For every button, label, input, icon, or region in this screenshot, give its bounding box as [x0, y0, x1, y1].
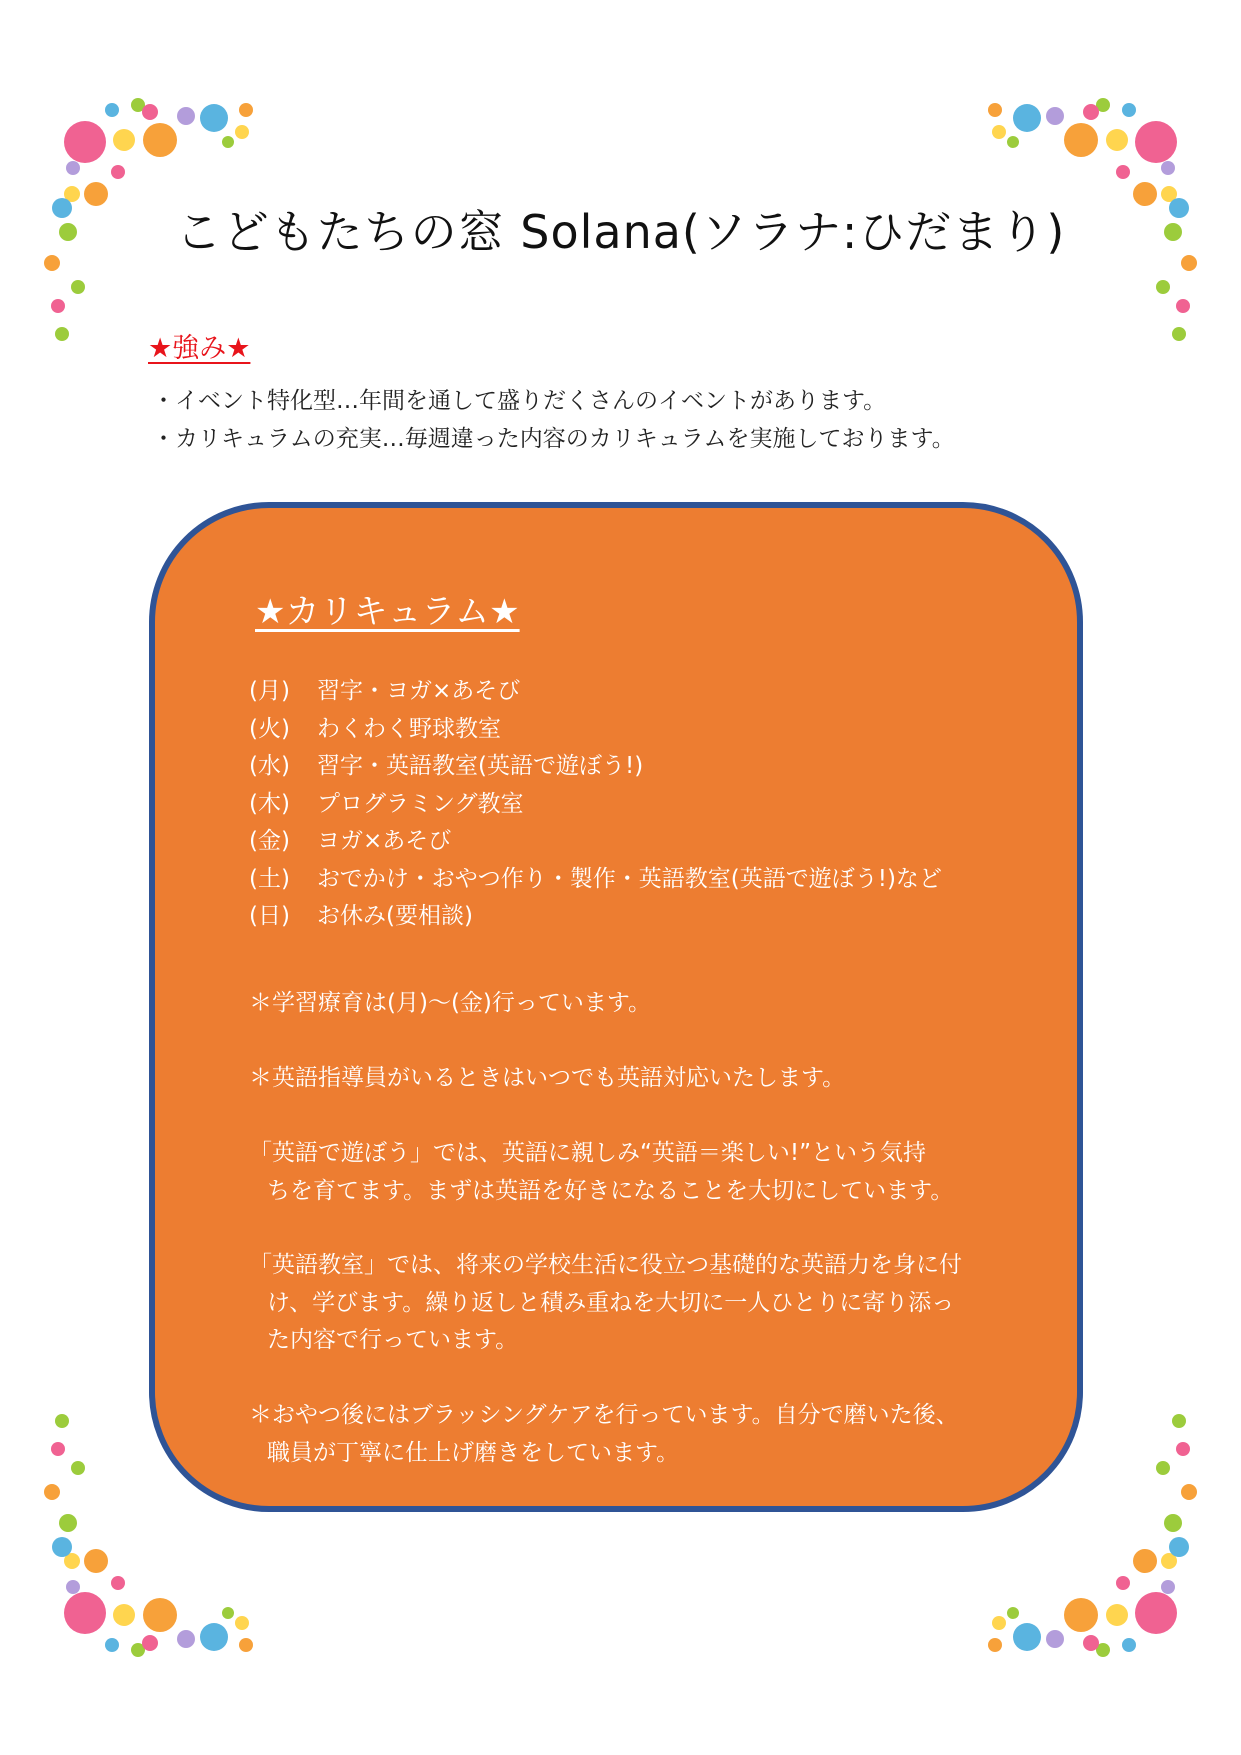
- decor-dot: [1181, 255, 1197, 271]
- decor-dot: [1176, 299, 1190, 313]
- decor-dot: [71, 1461, 85, 1475]
- decor-dot: [44, 1484, 60, 1500]
- decor-dot: [1046, 107, 1064, 125]
- strength-item: ・イベント特化型…年間を通して盛りだくさんのイベントがあります。: [152, 388, 887, 414]
- decor-dot: [1083, 1635, 1099, 1651]
- decor-dot: [113, 129, 135, 151]
- schedule-day: (金): [249, 828, 290, 854]
- decor-dot: [1181, 1484, 1197, 1500]
- brushing-note: [249, 1397, 1029, 1472]
- decor-dot: [59, 223, 77, 241]
- decor-dot: [142, 1635, 158, 1651]
- decor-dot: [200, 1623, 228, 1651]
- english-class-paragraph: [249, 1247, 1029, 1360]
- schedule-day: (木): [249, 790, 290, 817]
- decor-dot: [1116, 165, 1130, 179]
- schedule-day: (水): [249, 753, 290, 779]
- decor-dot: [235, 1616, 249, 1630]
- decor-dot: [84, 182, 108, 206]
- dots-bottom-left: [0, 1395, 300, 1755]
- decor-dot: [51, 299, 65, 313]
- decor-dot: [1013, 1623, 1041, 1651]
- strength-item: ・カリキュラムの充実…毎週違った内容のカリキュラムを実施しております。: [152, 426, 955, 452]
- decor-dot: [1116, 1576, 1130, 1590]
- decor-dot: [1122, 103, 1136, 117]
- dots-top-left: [0, 0, 300, 360]
- decor-dot: [55, 1414, 69, 1428]
- decor-dot: [1122, 1638, 1136, 1652]
- paragraph-line: ＊おやつ後にはブラッシングケアを行っています。自分で磨いた後、: [249, 1402, 959, 1428]
- schedule-activity: 習字・ヨガ×あそび: [317, 678, 521, 704]
- curriculum-heading: ★カリキュラム★: [255, 592, 520, 632]
- decor-dot: [66, 161, 80, 175]
- schedule-row: [249, 823, 942, 861]
- dots-top-right: [941, 0, 1241, 360]
- decor-dot: [222, 136, 234, 148]
- paragraph-line: 「英語で遊ぼう」では、英語に親しみ“英語＝楽しい!”という気持: [249, 1140, 927, 1166]
- schedule-row: [249, 786, 942, 824]
- schedule-activity: プログラミング教室: [317, 790, 524, 817]
- decor-dot: [105, 1638, 119, 1652]
- decor-dot: [1156, 280, 1170, 294]
- schedule-row: [249, 861, 942, 899]
- english-staff-note: [249, 1060, 1029, 1098]
- strengths-heading: ★強み★: [148, 333, 251, 364]
- decor-dot: [1164, 223, 1182, 241]
- decor-dot: [992, 125, 1006, 139]
- decor-dot: [52, 198, 72, 218]
- english-staff-note-text: ＊英語指導員がいるときはいつでも英語対応いたします。: [249, 1065, 846, 1091]
- decor-dot: [84, 1549, 108, 1573]
- decor-dot: [1135, 121, 1177, 163]
- decor-dot: [1169, 198, 1189, 218]
- dots-bottom-right: [941, 1395, 1241, 1755]
- schedule-activity: わくわく野球教室: [317, 715, 501, 742]
- decor-dot: [111, 165, 125, 179]
- learning-note: [249, 985, 1029, 1023]
- decor-dot: [200, 104, 228, 132]
- decor-dot: [1007, 1607, 1019, 1619]
- decor-dot: [59, 1514, 77, 1532]
- decor-dot: [55, 327, 69, 341]
- schedule-row: [249, 673, 942, 711]
- decor-dot: [1013, 104, 1041, 132]
- decor-dot: [177, 1630, 195, 1648]
- decor-dot: [64, 121, 106, 163]
- decor-dot: [105, 103, 119, 117]
- play-english-paragraph: [249, 1135, 1029, 1210]
- schedule-activity: お休み(要相談): [317, 903, 473, 929]
- schedule-row: [249, 748, 942, 786]
- decor-dot: [992, 1616, 1006, 1630]
- weekly-schedule: [249, 673, 942, 936]
- learning-note-text: ＊学習療育は(月)〜(金)行っています。: [249, 990, 652, 1016]
- decor-dot: [1172, 327, 1186, 341]
- decor-dot: [1135, 1592, 1177, 1634]
- strengths-list: [152, 382, 955, 458]
- decor-dot: [235, 125, 249, 139]
- decor-dot: [1133, 182, 1157, 206]
- decor-dot: [1156, 1461, 1170, 1475]
- decor-dot: [71, 280, 85, 294]
- page-title: こどもたちの窓 Solana(ソラナ:ひだまり): [175, 205, 1066, 259]
- decor-dot: [113, 1604, 135, 1626]
- schedule-activity: 習字・英語教室(英語で遊ぼう!): [317, 753, 644, 779]
- decor-dot: [1172, 1414, 1186, 1428]
- decor-dot: [239, 103, 253, 117]
- paragraph-line: け、学びます。繰り返しと積み重ねを大切に一人ひとりに寄り添っ: [267, 1289, 955, 1316]
- schedule-activity: おでかけ・おやつ作り・製作・英語教室(英語で遊ぼう!)など: [317, 865, 942, 892]
- decor-dot: [143, 1598, 177, 1632]
- decor-dot: [1046, 1630, 1064, 1648]
- schedule-day: (土): [249, 865, 290, 892]
- decor-dot: [51, 1442, 65, 1456]
- decor-dot: [1083, 104, 1099, 120]
- decor-dot: [988, 103, 1002, 117]
- decor-dot: [1164, 1514, 1182, 1532]
- schedule-day: (火): [249, 715, 290, 742]
- schedule-day: (日): [249, 903, 290, 929]
- decor-dot: [222, 1607, 234, 1619]
- decor-dot: [1161, 161, 1175, 175]
- paragraph-line: 「英語教室」では、将来の学校生活に役立つ基礎的な英語力を身に付: [249, 1252, 962, 1278]
- paragraph-line: ちを育てます。まずは英語を好きになることを大切にしています。: [267, 1177, 954, 1204]
- decor-dot: [1064, 1598, 1098, 1632]
- decor-dot: [66, 1580, 80, 1594]
- decor-dot: [111, 1576, 125, 1590]
- decor-dot: [988, 1638, 1002, 1652]
- decor-dot: [1007, 136, 1019, 148]
- decor-dot: [1106, 129, 1128, 151]
- decor-dot: [52, 1537, 72, 1557]
- decor-dot: [64, 1592, 106, 1634]
- schedule-row: [249, 898, 942, 936]
- decor-dot: [1106, 1604, 1128, 1626]
- decor-dot: [1169, 1537, 1189, 1557]
- decor-dot: [44, 255, 60, 271]
- curriculum-panel: [149, 502, 1083, 1512]
- decor-dot: [1161, 1580, 1175, 1594]
- decor-dot: [142, 104, 158, 120]
- decor-dot: [1133, 1549, 1157, 1573]
- decor-dot: [143, 123, 177, 157]
- schedule-row: [249, 711, 942, 749]
- decor-dot: [1064, 123, 1098, 157]
- paragraph-line: た内容で行っています。: [267, 1327, 519, 1353]
- decor-dot: [177, 107, 195, 125]
- paragraph-line: 職員が丁寧に仕上げ磨きをしています。: [267, 1439, 680, 1466]
- decor-dot: [239, 1638, 253, 1652]
- schedule-activity: ヨガ×あそび: [317, 828, 452, 854]
- schedule-day: (月): [249, 678, 290, 704]
- decor-dot: [1176, 1442, 1190, 1456]
